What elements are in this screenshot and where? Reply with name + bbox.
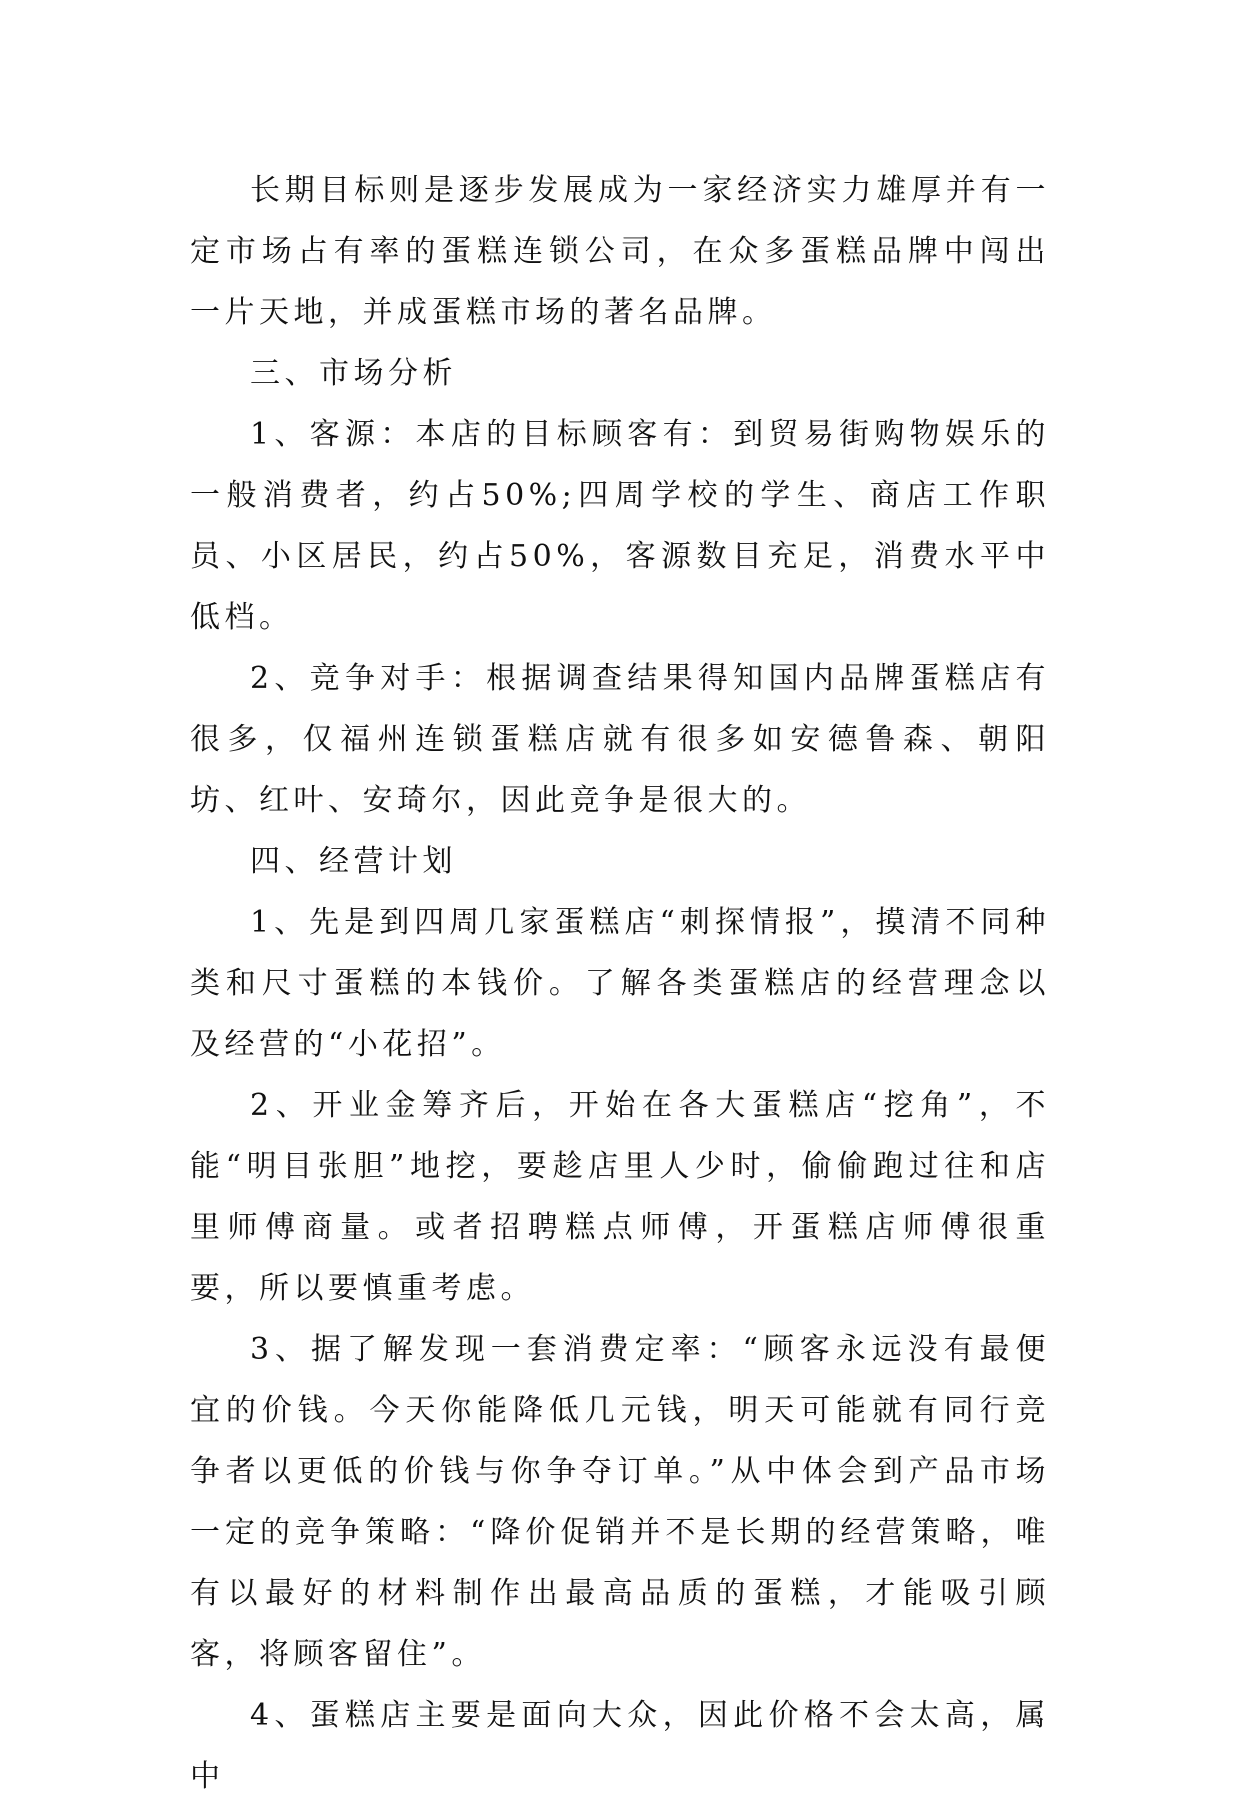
heading-business-plan: 四、经营计划 [250,844,457,879]
paragraph-customer-source: 1、客源：本店的目标顾客有：到贸易街购物娱乐的一般消费者，约占50%;四周学校的学生、商店工作职员、小区居民，约占50%，客源数目充足，消费水平中低档。 [190,417,1050,635]
paragraph-plan-step-2: 2、开业金筹齐后，开始在各大蛋糕店“挖角”，不能“明目张胆”地挖，要趁店里人少时，偷偷跑过往和店里师傅商量。或者招聘糕点师傅，开蛋糕店师傅很重要，所以要慎重考虑。 [190,1088,1050,1306]
paragraph-plan-step-4: 4、蛋糕店主要是面向大众，因此价格不会太高，属中 [190,1698,1050,1794]
paragraph-long-term-goal: 长期目标则是逐步发展成为一家经济实力雄厚并有一定市场占有率的蛋糕连锁公司，在众多蛋糕品牌中闯出一片天地，并成蛋糕市场的著名品牌。 [190,173,1050,330]
paragraph-competitors: 2、竞争对手：根据调查结果得知国内品牌蛋糕店有很多，仅福州连锁蛋糕店就有很多如安德鲁森、朝阳坊、红叶、安琦尔，因此竞争是很大的。 [190,661,1050,818]
document-body [190,160,1050,1807]
paragraph-plan-step-3: 3、据了解发现一套消费定率：“顾客永远没有最便宜的价钱。今天你能降低几元钱，明天可能就有同行竞争者以更低的价钱与你争夺订单。”从中体会到产品市场一定的竞争策略：“降价促销并不是长期的经营策略，唯有以最好的材料制作出最高品质的蛋糕，才能吸引顾客，将顾客留住”。 [190,1332,1050,1672]
paragraph-plan-step-1: 1、先是到四周几家蛋糕店“刺探情报”，摸清不同种类和尺寸蛋糕的本钱价。了解各类蛋糕店的经营理念以及经营的“小花招”。 [190,905,1050,1062]
heading-market-analysis: 三、市场分析 [250,356,457,391]
